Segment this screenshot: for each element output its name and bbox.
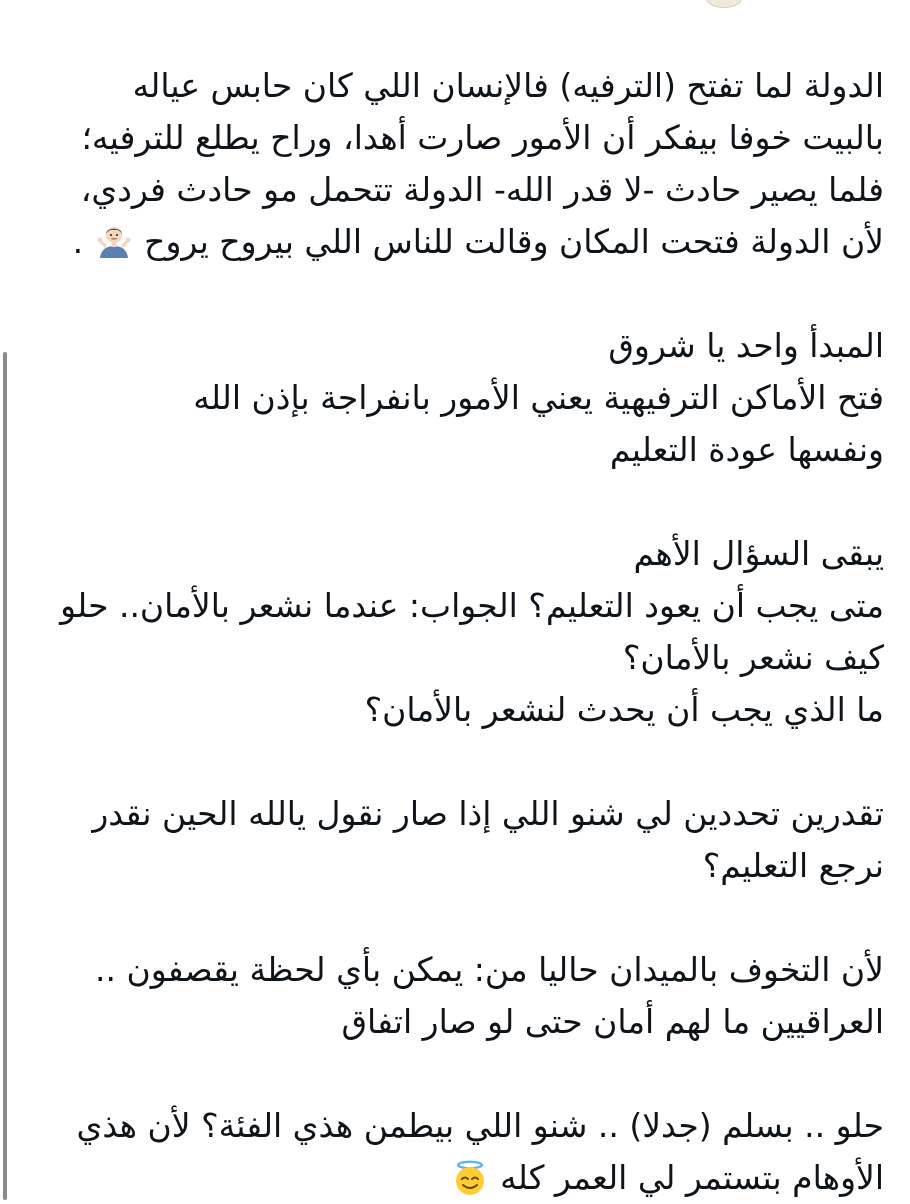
text-line-10: كيف نشعر بالأمان؟: [622, 638, 884, 677]
text-line-3: فلما يصير حادث -لا قدر الله- الدولة تتحمل مو حادث فردي،: [80, 170, 884, 209]
text-line-4-body: لأن الدولة فتحت المكان وقالت للناس اللي بيروح يروح: [144, 222, 884, 261]
text-line-13: نرجع التعليم؟: [702, 846, 884, 885]
paragraph-gap: [22, 892, 884, 944]
paragraph-gap: [22, 736, 884, 788]
text-line-17: [22, 1152, 884, 1204]
paragraph-gap: [22, 476, 884, 528]
scrollbar[interactable]: [0, 352, 10, 1200]
text-line-8: يبقى السؤال الأهم: [633, 534, 884, 573]
text-line-17-body: الأوهام بتستمر لي العمر كله: [500, 1158, 884, 1197]
post-text: [22, 60, 884, 1204]
text-line-15: العراقيين ما لهم أمان حتى لو صار اتفاق: [341, 1002, 884, 1041]
text-line-16: حلو .. بسلم (جدلا) .. شنو اللي بيطمن هذي الفئة؟ لأن هذي: [76, 1106, 884, 1145]
text-line-4-period: .: [72, 222, 84, 261]
smiling-face-with-halo-emoji: [452, 1160, 488, 1196]
text-line-12: تقدرين تحددين لي شنو اللي إذا صار نقول يالله الحين نقدر: [92, 794, 884, 833]
text-line-6: فتح الأماكن الترفيهية يعني الأمور بانفراجة بإذن الله: [193, 378, 884, 417]
person-shrugging-emoji: [96, 224, 132, 260]
text-line-5: المبدأ واحد يا شروق: [608, 326, 884, 365]
scrollbar-thumb[interactable]: [3, 352, 7, 1200]
text-line-4: [22, 216, 884, 268]
text-line-1: الدولة لما تفتح (الترفيه) فالإنسان اللي كان حابس عياله: [132, 66, 884, 105]
paragraph-gap: [22, 268, 884, 320]
paragraph-gap: [22, 1048, 884, 1100]
text-line-14: لأن التخوف بالميدان حاليا من: يمكن بأي لحظة يقصفون ..: [95, 950, 884, 989]
text-line-7: ونفسها عودة التعليم: [609, 430, 884, 469]
text-line-11: ما الذي يجب أن يحدث لنشعر بالأمان؟: [364, 690, 884, 729]
author-avatar-edge[interactable]: [706, 0, 742, 8]
text-line-9: متى يجب أن يعود التعليم؟ الجواب: عندما نشعر بالأمان.. حلو: [60, 586, 884, 625]
text-line-2: بالبيت خوفا بيفكر أن الأمور صارت أهدا، وراح يطلع للترفيه؛: [81, 118, 884, 157]
